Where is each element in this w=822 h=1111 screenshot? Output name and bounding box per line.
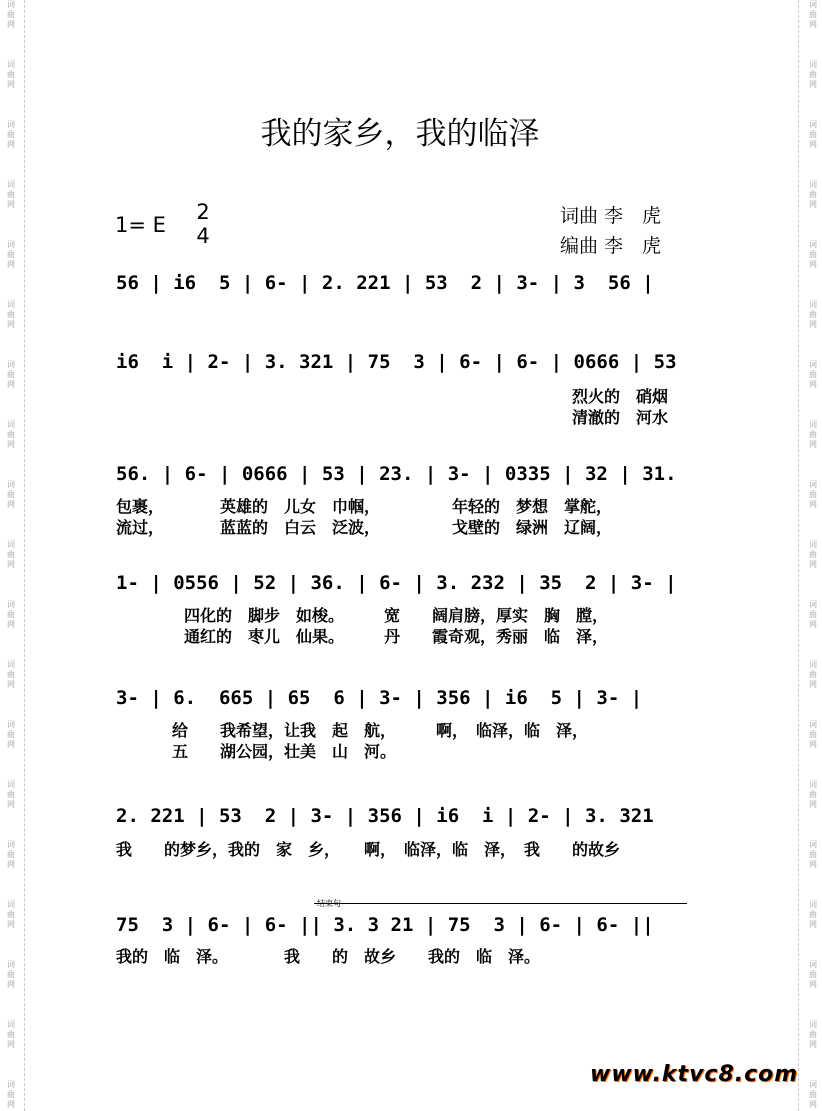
ending-label: 结束句 <box>317 899 341 908</box>
watermark: 词曲网 <box>7 300 15 329</box>
watermark: 词曲网 <box>809 960 817 989</box>
watermark: 词曲网 <box>809 420 817 449</box>
right-margin-strip <box>798 0 822 1111</box>
lyric-line-3-verse-1: 包裹， 英雄的 儿女 巾帼， 年轻的 梦想 掌舵， <box>116 497 613 516</box>
watermark: 词曲网 <box>7 180 15 209</box>
watermark: 词曲网 <box>7 480 15 509</box>
time-signature <box>192 200 214 248</box>
ending-bracket <box>314 903 687 906</box>
watermark: 词曲网 <box>7 660 15 689</box>
watermark: 词曲网 <box>7 60 15 89</box>
arranger-credit: 编曲 李 虎 <box>560 235 662 257</box>
lyric-line-4-verse-2: 通红的 枣儿 仙果。 丹 霞奇观，秀丽 临 泽， <box>184 627 609 646</box>
watermark: 词曲网 <box>809 0 817 29</box>
watermark: 词曲网 <box>809 360 817 389</box>
watermark: 词曲网 <box>809 1080 817 1109</box>
watermark: 词曲网 <box>7 1080 15 1109</box>
watermark: 词曲网 <box>7 720 15 749</box>
lyric-line-5-verse-2: 五 湖公园，壮美 山 河。 <box>172 742 397 761</box>
watermark: 词曲网 <box>809 120 817 149</box>
watermark: 词曲网 <box>809 780 817 809</box>
key-signature: 1= E <box>115 213 166 237</box>
time-signature-bottom: 4 <box>196 224 210 248</box>
lyric-line-6-verse-1: 我 的梦乡，我的 家 乡， 啊， 临泽，临 泽， 我 的故乡 <box>116 840 621 859</box>
notation-line-5: 3- | 6. 665 | 65 6 | 3- | 356 | i6 5 | 3- | <box>116 687 643 709</box>
watermark: 词曲网 <box>809 660 817 689</box>
watermark: 词曲网 <box>7 780 15 809</box>
watermark: 词曲网 <box>809 1020 817 1049</box>
notation-line-6: 2. 221 | 53 2 | 3- | 356 | i6 i | 2- | 3. 321 <box>116 805 654 827</box>
notation-line-4: 1- | 0556 | 52 | 36. | 6- | 3. 232 | 35 2 | 3- | <box>116 572 677 594</box>
watermark: 词曲网 <box>7 120 15 149</box>
watermark: 词曲网 <box>7 600 15 629</box>
notation-line-3: 56. | 6- | 0666 | 53 | 23. | 3- | 0335 | 32 | 31. <box>116 463 677 485</box>
watermark: 词曲网 <box>809 300 817 329</box>
credits <box>560 201 661 261</box>
watermark: 词曲网 <box>7 240 15 269</box>
watermark: 词曲网 <box>7 1020 15 1049</box>
lyric-line-5-verse-1: 给 我希望，让我 起 航， 啊， 临泽，临 泽， <box>172 721 589 740</box>
lyrics-music-credit: 词曲 李 虎 <box>560 205 662 227</box>
watermark: 词曲网 <box>809 480 817 509</box>
time-signature-top: 2 <box>196 200 210 224</box>
watermark: 词曲网 <box>809 600 817 629</box>
watermark: 词曲网 <box>809 60 817 89</box>
notation-line-1: 56 | i6 5 | 6- | 2. 221 | 53 2 | 3- | 3 56 | <box>116 272 654 294</box>
notation-line-7: 75 3 | 6- | 6- || 3. 3 21 | 75 3 | 6- | 6- || <box>116 914 654 936</box>
lyric-line-4-verse-1: 四化的 脚步 如梭。 宽 阔肩膀，厚实 胸 膛， <box>184 606 609 625</box>
watermark: 词曲网 <box>809 240 817 269</box>
watermark: 词曲网 <box>809 540 817 569</box>
lyric-line-2-verse-1: 烈火的 硝烟 <box>572 387 669 406</box>
lyric-line-7-verse-1: 我的 临 泽。 我 的 故乡 我的 临 泽。 <box>116 947 541 966</box>
watermark: 词曲网 <box>7 900 15 929</box>
watermark: 词曲网 <box>809 180 817 209</box>
watermark: 词曲网 <box>7 0 15 29</box>
watermark: 词曲网 <box>7 540 15 569</box>
watermark: 词曲网 <box>7 960 15 989</box>
left-margin-strip <box>0 0 25 1111</box>
watermark: 词曲网 <box>809 720 817 749</box>
notation-line-2: i6 i | 2- | 3. 321 | 75 3 | 6- | 6- | 0666 | 53 <box>116 351 677 373</box>
watermark: 词曲网 <box>7 360 15 389</box>
song-title: 我的家乡，我的临泽 <box>260 116 540 152</box>
watermark: 词曲网 <box>809 900 817 929</box>
watermark: 词曲网 <box>7 840 15 869</box>
watermark: 词曲网 <box>7 420 15 449</box>
lyric-line-3-verse-2: 流过， 蓝蓝的 白云 泛波， 戈壁的 绿洲 辽阔， <box>116 518 613 537</box>
watermark: 词曲网 <box>809 840 817 869</box>
website-watermark: www.ktvc8.com <box>590 1062 799 1087</box>
lyric-line-2-verse-2: 清澈的 河水 <box>572 408 669 427</box>
